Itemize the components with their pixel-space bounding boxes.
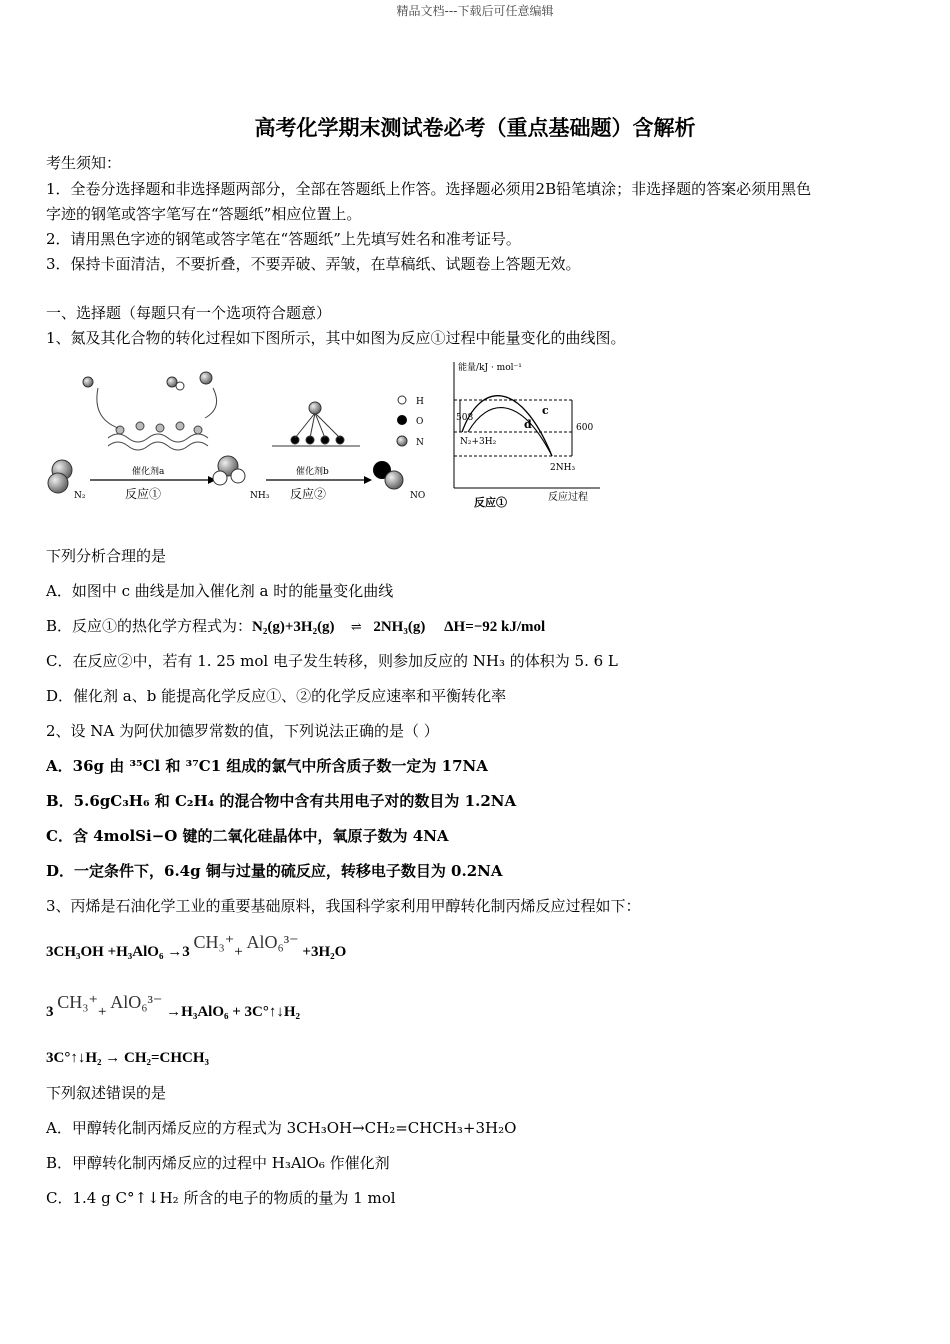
q3-option-b: B．甲醇转化制丙烯反应的过程中 H₃AlO₆ 作催化剂	[46, 1154, 390, 1172]
no-molecule-icon	[373, 461, 403, 489]
svg-text:N: N	[416, 438, 424, 448]
notice-item-1: 1．全卷分选择题和非选择题两部分，全部在答题纸上作答。选择题必须用2B铅笔填涂；非选择题的答案必须用黑色	[46, 180, 812, 198]
reaction2-label: 反应②	[290, 487, 327, 501]
q1-option-d: D．催化剂 a、b 能提高化学反应①、②的化学反应速率和平衡转化率	[46, 687, 507, 705]
q1-prompt: 下列分析合理的是	[46, 547, 167, 565]
q2-option-b: B．5.6gC₃H₆ 和 C₂H₄ 的混合物中含有共用电子对的数目为 1.2NA	[46, 792, 517, 810]
notice-item-1-cont: 字迹的钢笔或答字笔写在“答题纸”相应位置上。	[46, 205, 362, 223]
q3-equation-1: 3CH₃OH +H₃AlO₆ →3 CH₃⁺+ AlO₆³⁻ +3H₂O	[46, 932, 347, 960]
notice-item-3: 3．保持卡面清洁，不要折叠，不要弄破、弄皱，在草稿纸、试题卷上答题无效。	[46, 255, 581, 273]
energy-xlabel: 反应过程	[548, 492, 588, 503]
svg-text:H: H	[416, 397, 424, 407]
q3-equation-2: 3 CH₃⁺+ AlO₆³⁻ →H₃AlO₆ + 3C°↑↓H₂	[46, 992, 301, 1020]
equilibrium-arrow-icon: ⇌	[350, 620, 362, 635]
energy-caption: 反应①	[474, 496, 507, 509]
value-508: 508	[456, 413, 474, 423]
q1-option-a: A．如图中 c 曲线是加入催化剂 a 时的能量变化曲线	[46, 582, 394, 600]
notice-item-2: 2．请用黑色字迹的钢笔或答字笔在“答题纸”上先填写姓名和准考证号。	[46, 230, 521, 248]
section-heading: 一、选择题（每题只有一个选项符合题意）	[46, 304, 332, 322]
atom-legend	[397, 396, 424, 448]
nh3-molecule-icon	[213, 456, 245, 485]
page-title: 高考化学期末测试卷必考（重点基础题）含解析	[254, 116, 696, 140]
catalyst-a-label: 催化剂a	[132, 467, 165, 477]
curve-c-label: c	[542, 404, 549, 417]
n2-label: N₂	[74, 491, 86, 501]
catalyst-b-surface-icon	[272, 402, 360, 446]
catalyst-b-label: 催化剂b	[296, 467, 329, 477]
catalyst-a-surface-icon	[97, 388, 217, 450]
q1-stem: 1、氮及其化合物的转化过程如下图所示，其中如图为反应①过程中能量变化的曲线图。	[46, 329, 626, 347]
q2-option-a: A．36g 由 ³⁵Cl 和 ³⁷C1 组成的氯气中所含质子数一定为 17NA	[46, 757, 488, 775]
q3-prompt: 下列叙述错误的是	[46, 1084, 167, 1102]
q2-stem: 2、设 NA 为阿伏加德罗常数的值，下列说法正确的是（ ）	[46, 722, 439, 740]
n2-molecule-icon	[48, 460, 72, 493]
q2-option-d: D．一定条件下，6.4g 铜与过量的硫反应，转移电子数目为 0.2NA	[46, 862, 503, 880]
energy-ylabel: 能量/kJ · mol⁻¹	[458, 363, 522, 373]
reactants-label: N₂+3H₂	[460, 437, 497, 447]
value-600: 600	[576, 423, 594, 433]
page-header: 精品文档---下载后可任意编辑	[396, 4, 554, 18]
q3-equation-3: 3C°↑↓H₂ → CH₂=CHCH₃	[46, 1050, 210, 1066]
q2-option-c: C．含 4molSi−O 键的二氧化硅晶体中，氧原子数为 4NA	[46, 827, 449, 845]
q1-option-b: B．反应①的热化学方程式为：N₂(g)+3H₂(g) ⇌ 2NH₃(g) ΔH=−92 kJ/mol	[46, 616, 916, 638]
q1-option-c: C．在反应②中，若有 1. 25 mol 电子发生转移，则参加反应的 NH₃ 的体积为 5. 6 L	[46, 652, 618, 670]
curve-d-label: d	[524, 418, 532, 431]
q3-option-a: A．甲醇转化制丙烯反应的方程式为 3CH₃OH→CH₂=CHCH₃+3H₂O	[46, 1119, 517, 1137]
svg-text:O: O	[416, 417, 424, 427]
reaction1-label: 反应①	[125, 487, 162, 501]
reaction-figure	[40, 358, 620, 518]
h2-molecules-icon	[83, 372, 212, 390]
q3-option-c: C．1.4 g C°↑↓H₂ 所含的电子的物质的量为 1 mol	[46, 1189, 396, 1207]
products-label: 2NH₃	[550, 463, 576, 473]
nh3-label: NH₃	[250, 491, 270, 501]
no-label: NO	[410, 491, 426, 501]
q3-stem: 3、丙烯是石油化学工业的重要基础原料，我国科学家利用甲醇转化制丙烯反应过程如下：	[46, 897, 641, 915]
notice-heading: 考生须知：	[46, 154, 122, 172]
